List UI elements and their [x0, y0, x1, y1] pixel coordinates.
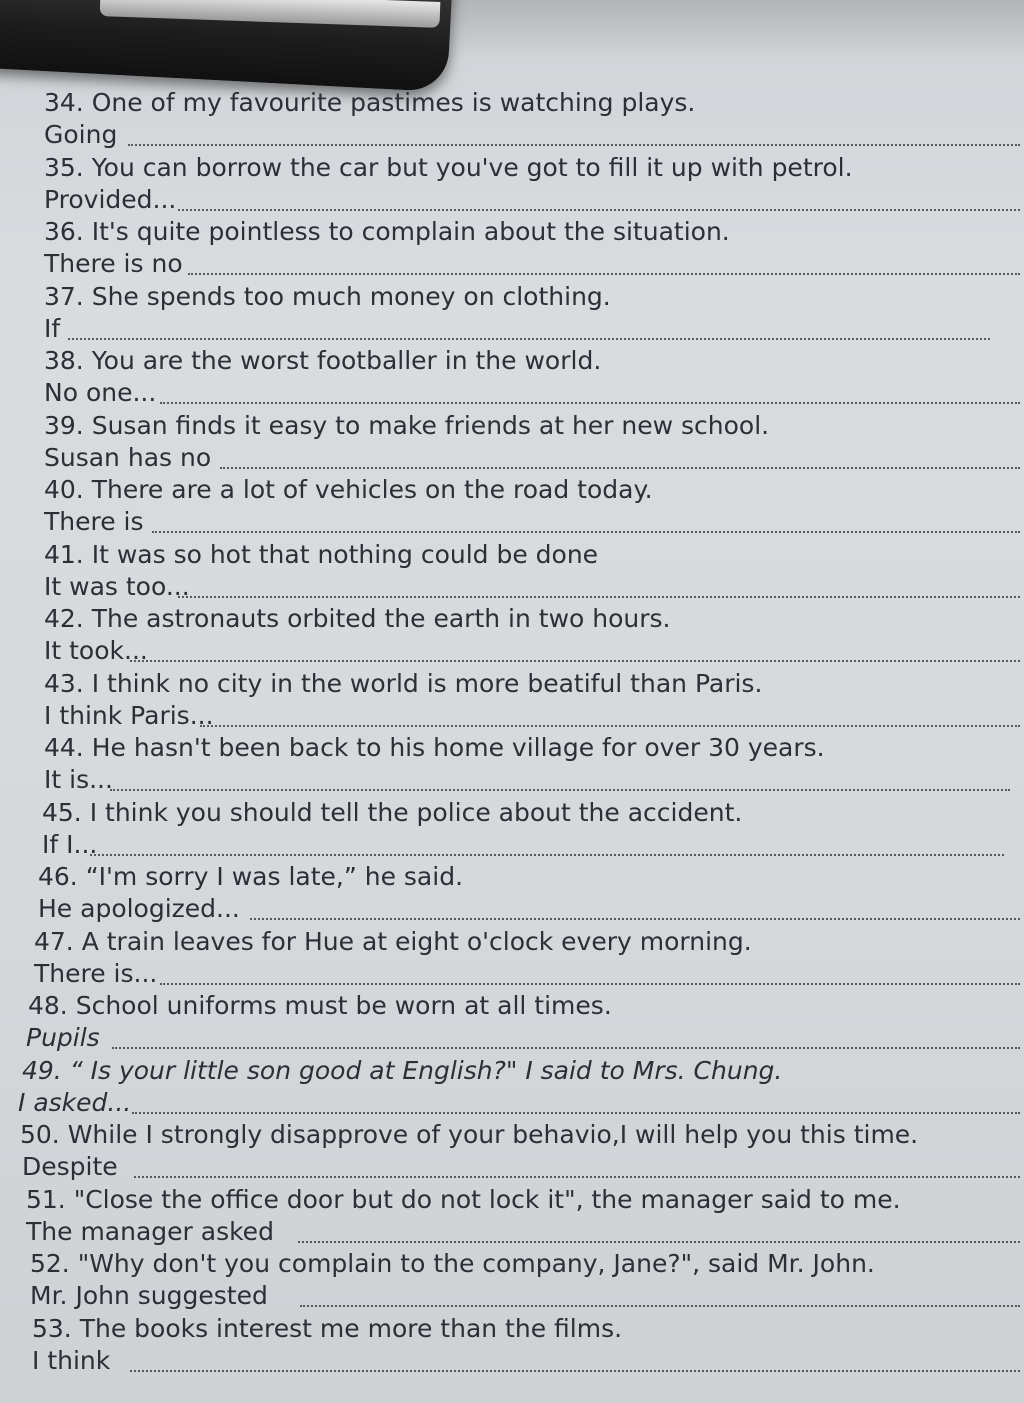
- exercise-item: [0, 862, 1024, 927]
- question-text: 35. You can borrow the car but you've got to fill it up with petrol.: [44, 152, 853, 182]
- question-text: 48. School uniforms must be worn at all times.: [28, 991, 612, 1020]
- answer-line[interactable]: [188, 273, 1020, 275]
- question-text: 44. He hasn't been back to his home village for over 30 years.: [44, 733, 825, 762]
- question-text: 49. “ Is your little son good at English?" I said to Mrs. Chung.: [22, 1055, 783, 1085]
- answer-stem: There is no: [44, 249, 183, 278]
- question-text: 41. It was so hot that nothing could be done: [44, 539, 599, 569]
- answer-line[interactable]: [68, 338, 990, 340]
- answer-stem: No one...: [44, 378, 157, 407]
- answer-stem: It is...: [44, 765, 113, 794]
- answer-line[interactable]: [90, 854, 1004, 856]
- answer-line[interactable]: [178, 596, 1020, 598]
- answer-stem: He apologized...: [38, 894, 240, 923]
- answer-line[interactable]: [178, 209, 1020, 211]
- exercise-item: [0, 88, 1024, 153]
- exercise-item: [0, 217, 1024, 282]
- exercise-item: [0, 282, 1024, 347]
- exercise-item: [0, 669, 1024, 734]
- exercise-item: [0, 1120, 1024, 1185]
- answer-line[interactable]: [152, 531, 1020, 533]
- answer-line[interactable]: [298, 1241, 1020, 1243]
- question-text: 43. I think no city in the world is more beatiful than Paris.: [44, 668, 763, 698]
- exercise-item: [0, 1314, 1024, 1379]
- answer-stem: Despite: [22, 1152, 118, 1181]
- exercise-item: [0, 540, 1024, 605]
- exercise-item: [0, 153, 1024, 218]
- exercise-item: [0, 1249, 1024, 1314]
- question-text: 51. "Close the office door but do not lock it", the manager said to me.: [26, 1184, 901, 1214]
- answer-stem: Going: [44, 120, 118, 149]
- exercise-item: [0, 1185, 1024, 1250]
- answer-stem: There is...: [34, 958, 158, 988]
- question-text: 37. She spends too much money on clothing.: [44, 281, 611, 311]
- worksheet: [0, 88, 1024, 1378]
- answer-stem: It took...: [44, 636, 148, 665]
- exercise-item: [0, 991, 1024, 1056]
- answer-line[interactable]: [200, 725, 1020, 727]
- answer-line[interactable]: [130, 660, 1020, 662]
- answer-line[interactable]: [300, 1305, 1020, 1307]
- answer-line[interactable]: [220, 467, 1020, 469]
- answer-line[interactable]: [128, 144, 1020, 146]
- question-text: 34. One of my favourite pastimes is watching plays.: [44, 88, 696, 117]
- question-text: 42. The astronauts orbited the earth in two hours.: [44, 604, 671, 633]
- answer-stem: I asked...: [18, 1087, 132, 1117]
- question-text: 45. I think you should tell the police about the accident.: [42, 797, 743, 827]
- answer-stem: If: [44, 313, 61, 343]
- answer-stem: I think: [32, 1345, 111, 1375]
- exercise-item: [0, 798, 1024, 863]
- exercise-item: [0, 1056, 1024, 1121]
- answer-line[interactable]: [134, 1176, 1020, 1178]
- exercise-item: [0, 604, 1024, 669]
- answer-line[interactable]: [132, 1112, 1020, 1114]
- answer-stem: The manager asked: [26, 1216, 274, 1246]
- answer-line[interactable]: [130, 1370, 1020, 1372]
- answer-stem: Provided...: [44, 184, 177, 214]
- answer-line[interactable]: [112, 1047, 1020, 1049]
- exercise-item: [0, 927, 1024, 992]
- answer-stem: I think Paris...: [44, 700, 214, 730]
- question-text: 40. There are a lot of vehicles on the road today.: [44, 475, 653, 504]
- question-text: 53. The books interest me more than the films.: [32, 1313, 623, 1343]
- answer-stem: It was too...: [44, 571, 190, 601]
- answer-stem: If I...: [42, 829, 98, 859]
- question-text: 47. A train leaves for Hue at eight o'clock every morning.: [34, 926, 752, 956]
- exercise-item: [0, 411, 1024, 476]
- answer-line[interactable]: [250, 918, 1020, 920]
- question-text: 39. Susan finds it easy to make friends at her new school.: [44, 410, 770, 440]
- answer-line[interactable]: [160, 983, 1020, 985]
- exercise-item: [0, 733, 1024, 798]
- answer-stem: Pupils: [26, 1023, 100, 1052]
- answer-line[interactable]: [160, 402, 1020, 404]
- exercise-item: [0, 475, 1024, 540]
- question-text: 38. You are the worst footballer in the world.: [44, 346, 602, 375]
- answer-line[interactable]: [110, 789, 1010, 791]
- question-text: 50. While I strongly disapprove of your behavio,I will help you this time.: [20, 1120, 919, 1149]
- question-text: 36. It's quite pointless to complain about the situation.: [44, 217, 730, 246]
- answer-stem: Mr. John suggested: [30, 1281, 268, 1310]
- exercise-item: [0, 346, 1024, 411]
- question-text: 46. “I'm sorry I was late,” he said.: [38, 862, 464, 891]
- answer-stem: Susan has no: [44, 442, 212, 472]
- question-text: 52. "Why don't you complain to the company, Jane?", said Mr. John.: [30, 1249, 875, 1278]
- answer-stem: There is: [44, 507, 144, 536]
